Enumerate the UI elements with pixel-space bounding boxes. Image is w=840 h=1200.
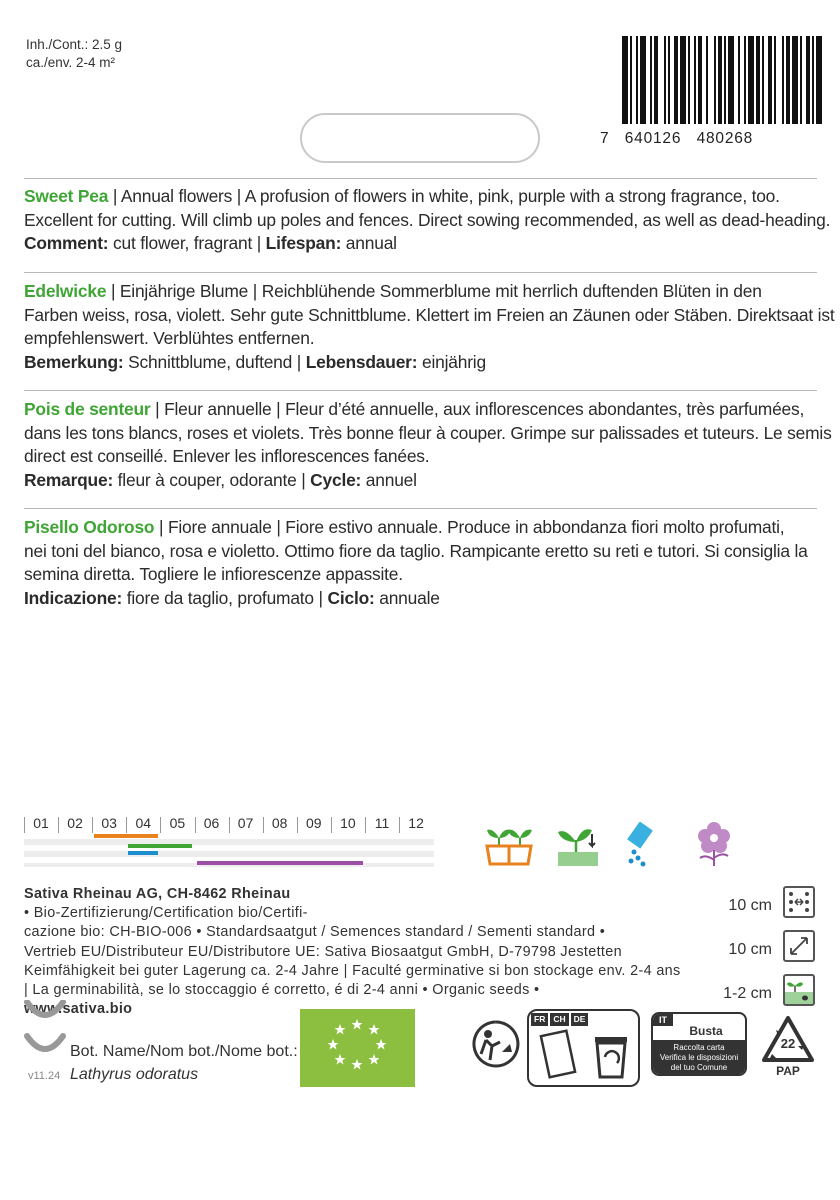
section-english — [24, 185, 831, 256]
month-divider — [58, 817, 59, 833]
month-label: 11 — [374, 815, 390, 831]
month-divider — [331, 817, 332, 833]
month-label: 09 — [306, 815, 322, 831]
barcode-bar — [724, 36, 726, 124]
barcode-bar — [622, 36, 628, 124]
desc-line: nei toni del bianco, rosa e violetto. Ottimo fiore da taglio. Rampicante eretto su reti e tutori. Si consiglia la — [24, 540, 808, 561]
plant-spacing-icon — [783, 930, 815, 962]
version-label: v11.24 — [28, 1070, 61, 1082]
month-label: 07 — [237, 815, 254, 831]
section-italian — [24, 516, 824, 610]
life-value: annual — [341, 233, 397, 253]
note-value: cut flower, fragrant | — [108, 233, 266, 253]
hang-hole — [300, 113, 540, 163]
month-label: 05 — [169, 815, 186, 831]
botanical-latin: Lathyrus odoratus — [70, 1066, 199, 1083]
barcode-bar — [630, 36, 632, 124]
barcode-bar — [800, 36, 802, 124]
row-spacing-value: 10 cm — [728, 897, 772, 914]
barcode-bar — [664, 36, 666, 124]
month-divider — [160, 817, 161, 833]
desc-line: empfehlenswert. Verblühtes entfernen. — [24, 328, 315, 348]
sowing-depth-icon — [783, 974, 815, 1006]
barcode-bar — [782, 36, 784, 124]
barcode-bar — [748, 36, 754, 124]
website-link[interactable]: www.sativa.bio — [24, 1001, 133, 1018]
note-label: Comment: — [24, 233, 109, 253]
barcode-bar — [680, 36, 686, 124]
title-sweet-pea: Sweet Pea — [24, 186, 109, 206]
paper-bin-icon — [591, 1029, 631, 1081]
divider-top — [24, 178, 817, 179]
life-value: annuel — [361, 469, 417, 490]
barcode-bar — [688, 36, 690, 124]
pap-recycling-icon — [758, 1014, 818, 1080]
busta-info — [653, 1040, 745, 1076]
month-divider — [195, 817, 196, 833]
desc-line: | Fleur annuelle | Fleur d’été annuelle, aux inflorescences abondantes, très parfumées, — [150, 399, 805, 419]
busta-line: del tuo Comune — [670, 1063, 728, 1072]
barcode-bar — [774, 36, 776, 124]
desc-line: Excellent for cutting. Will climb up poles and fences. Direct sowing recommended, as well as dead-heading. — [24, 209, 831, 230]
barcode-bar — [756, 36, 760, 124]
desc-line: | Annual flowers | A profusion of flowers in white, pink, purple with a strong fragrance, too. — [108, 186, 780, 206]
busta-title: Busta — [689, 1024, 723, 1038]
paper-bag-icon — [539, 1029, 579, 1081]
barcode-bar — [744, 36, 746, 124]
month-divider — [399, 817, 400, 833]
desc-line: direct est conseillé. Enlever les inflorescences fanées. — [24, 446, 430, 466]
sorting-info-box — [527, 1009, 640, 1087]
month-label: 03 — [101, 815, 117, 831]
calendar-bar — [128, 851, 158, 855]
barcode-bar — [786, 36, 790, 124]
row-spacing-icon — [783, 886, 815, 918]
desc-line: Farben weiss, rosa, violett. Sehr gute Schnittblume. Klettert im Freien an Zäunen oder Stäben. Direktsaat ist — [24, 304, 835, 325]
desc-line: dans les tons blancs, roses et violets. Très bonne fleur à couper. Grimpe sur palissades et tuteurs. Le semis — [24, 422, 832, 443]
country-tags — [531, 1013, 588, 1026]
plant-spacing-value: 10 cm — [728, 941, 772, 958]
barcode-bar — [636, 36, 638, 124]
flower-icon — [692, 820, 736, 868]
barcode-number: 7 640126 480268 — [600, 130, 754, 147]
sowing-bag-icon — [624, 822, 664, 868]
legal-line: | La germinabilità, se lo stoccaggio é corretto, é di 2-4 anni • Organic seeds • — [24, 982, 540, 999]
calendar-bar — [94, 834, 158, 838]
calendar-bar — [197, 861, 364, 865]
barcode-bar — [674, 36, 678, 124]
life-value: annuale — [374, 587, 440, 608]
sowing-area: ca./env. 2-4 m² — [26, 55, 116, 70]
pap-label: PAP — [776, 1064, 800, 1078]
month-divider — [263, 817, 264, 833]
italy-sorting-box — [651, 1012, 747, 1076]
title-pois-de-senteur: Pois de senteur — [24, 399, 151, 419]
barcode-bar — [694, 36, 696, 124]
country-fr: FR — [531, 1013, 548, 1026]
barcode — [600, 36, 822, 156]
month-label: 06 — [203, 815, 220, 831]
month-label: 10 — [340, 815, 356, 831]
month-divider — [126, 817, 127, 833]
month-label: 08 — [271, 815, 288, 831]
barcode-bar — [640, 36, 646, 124]
title-edelwicke: Edelwicke — [24, 281, 107, 301]
life-label: Lebensdauer: — [305, 351, 418, 372]
note-value: fleur à couper, odorante | — [113, 469, 311, 490]
month-label: 04 — [135, 815, 152, 831]
note-label: Remarque: — [24, 469, 114, 490]
barcode-bar — [668, 36, 670, 124]
title-pisello-odoroso: Pisello Odoroso — [24, 517, 155, 537]
month-label: 01 — [33, 815, 49, 831]
month-label: 12 — [408, 815, 424, 831]
calendar-stripe — [24, 851, 434, 857]
life-label: Lifespan: — [265, 233, 342, 253]
sprout-pot-icon — [556, 822, 600, 868]
month-divider — [229, 817, 230, 833]
life-value: einjährig — [417, 351, 486, 372]
barcode-bar — [706, 36, 708, 124]
barcode-bar — [728, 36, 734, 124]
barcode-bar — [806, 36, 810, 124]
divider — [24, 508, 817, 509]
divider — [24, 390, 817, 391]
sativa-logo-icon — [24, 1000, 66, 1066]
eu-organic-logo — [300, 1009, 415, 1087]
month-divider — [297, 817, 298, 833]
month-divider — [24, 817, 25, 833]
month-divider — [365, 817, 366, 833]
barcode-bar — [792, 36, 798, 124]
barcode-bar — [650, 36, 652, 124]
section-german — [24, 280, 835, 374]
country-de: DE — [571, 1013, 589, 1026]
legal-line: Keimfähigkeit bei guter Lagerung ca. 2-4 Jahre | Faculté germinative si bon stockage env. 2-4 ans — [24, 962, 681, 979]
calendar-stripe — [24, 839, 434, 845]
busta-line: Raccolta carta — [673, 1043, 725, 1052]
divider — [24, 272, 817, 273]
sowing-calendar — [24, 815, 434, 867]
barcode-bar — [768, 36, 772, 124]
legal-text — [24, 885, 681, 1019]
company-name: Sativa Rheinau AG, CH-8462 Rheinau — [24, 886, 291, 902]
month-label: 02 — [67, 815, 83, 831]
barcode-bars — [600, 36, 822, 124]
note-label: Bemerkung: — [24, 351, 124, 372]
month-divider — [92, 817, 93, 833]
triman-icon — [470, 1018, 522, 1070]
barcode-bar — [816, 36, 822, 124]
legal-line: Vertrieb EU/Distributeur EU/Distributore UE: Sativa Biosaatgut GmbH, D-79798 Jestetten — [24, 943, 622, 960]
pap-number: 22 — [780, 1036, 796, 1051]
barcode-bar — [654, 36, 658, 124]
busta-line: Verifica le disposizioni — [659, 1053, 739, 1062]
desc-line: | Einjährige Blume | Reichblühende Sommerblume mit herrlich duftenden Blüten in den — [106, 281, 762, 301]
content-weight: Inh./Cont.: 2.5 g — [26, 37, 123, 52]
barcode-bar — [698, 36, 702, 124]
barcode-bar — [714, 36, 716, 124]
seed-tray-icon — [484, 824, 534, 868]
barcode-bar — [762, 36, 764, 124]
sowing-depth-value: 1-2 cm — [723, 985, 772, 1002]
desc-line: | Fiore annuale | Fiore estivo annuale. Produce in abbondanza fiori molto profumati, — [154, 517, 785, 537]
barcode-bar — [718, 36, 722, 124]
life-label: Cycle: — [310, 469, 362, 490]
life-label: Ciclo: — [327, 587, 375, 608]
note-value: Schnittblume, duftend | — [123, 351, 306, 372]
note-label: Indicazione: — [24, 587, 123, 608]
botanical-label: Bot. Name/Nom bot./Nome bot.: — [70, 1043, 298, 1060]
it-tag: IT — [653, 1014, 673, 1026]
barcode-bar — [812, 36, 814, 124]
section-french — [24, 398, 832, 492]
legal-line: • Bio-Zertifizierung/Certification bio/Certifi- — [24, 905, 308, 922]
desc-line: semina diretta. Togliere le infiorescenze appassite. — [24, 564, 403, 584]
barcode-bar — [738, 36, 740, 124]
calendar-bar — [128, 844, 192, 848]
country-ch: CH — [550, 1013, 568, 1026]
legal-line: cazione bio: CH-BIO-006 • Standardsaatgut / Semences standard / Sementi standard • — [24, 924, 606, 941]
note-value: fiore da taglio, profumato | — [122, 587, 328, 608]
